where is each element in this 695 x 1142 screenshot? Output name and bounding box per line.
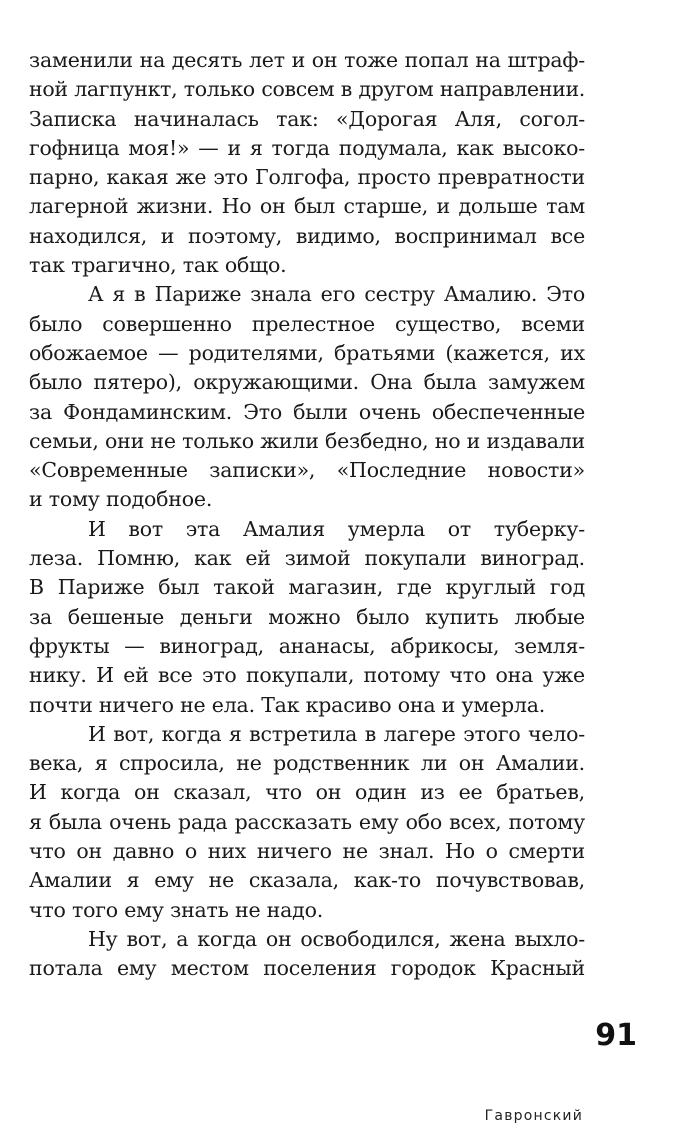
text-line: я была очень рада рассказать ему обо всех, потому bbox=[29, 809, 585, 834]
text-line: И вот, когда я встретила в лагере этого чело- bbox=[88, 721, 585, 746]
text-line: Ну вот, а когда он освободился, жена выхло- bbox=[88, 926, 585, 951]
paragraph bbox=[29, 280, 585, 514]
text-line: И когда он сказал, что он один из ее братьев, bbox=[29, 780, 585, 805]
running-footer: Гавронский bbox=[484, 1108, 583, 1124]
text-line: потала ему местом поселения городок Красный bbox=[29, 956, 585, 981]
paragraph bbox=[29, 720, 585, 925]
text-line: парно, какая же это Голгофа, просто превратности bbox=[29, 165, 585, 190]
text-line: века, я спросила, не родственник ли он Амалии. bbox=[29, 751, 585, 776]
text-line: Записка начиналась так: «Дорогая Аля, согол- bbox=[29, 106, 585, 131]
text-line: А я в Париже знала его сестру Амалию. Это bbox=[88, 282, 585, 307]
paragraph bbox=[29, 515, 585, 720]
text-line: «Современные записки», «Последние новости» bbox=[29, 458, 585, 483]
body-text bbox=[29, 46, 585, 984]
text-line: за Фондаминским. Это были очень обеспеченные bbox=[29, 399, 585, 424]
text-line: так трагично, так общо. bbox=[29, 253, 287, 278]
text-line: лагерной жизни. Но он был старше, и дольше там bbox=[29, 194, 585, 219]
text-line: гофница моя!» — и я тогда подумала, как высоко- bbox=[29, 135, 585, 160]
page-number: 91 bbox=[595, 1018, 637, 1053]
text-line: обожаемое — родителями, братьями (кажется, их bbox=[29, 340, 585, 365]
text-line: семьи, они не только жили безбедно, но и издавали bbox=[29, 428, 586, 453]
text-line: фрукты — виноград, ананасы, абрикосы, земля- bbox=[29, 633, 585, 658]
text-line: И вот эта Амалия умерла от туберку- bbox=[88, 516, 585, 541]
text-line: леза. Помню, как ей зимой покупали виноград. bbox=[29, 546, 585, 571]
text-line: ной лагпункт, только совсем в другом направлении. bbox=[29, 77, 585, 102]
text-line: что он давно о них ничего не знал. Но о смерти bbox=[29, 839, 585, 864]
text-line: заменили на десять лет и он тоже попал на штраф- bbox=[29, 48, 585, 72]
text-line: было пятеро), окружающими. Она была замужем bbox=[29, 370, 585, 395]
text-line: почти ничего не ела. Так красиво она и умерла. bbox=[29, 692, 546, 717]
text-line: что того ему знать не надо. bbox=[29, 897, 324, 922]
text-line: находился, и поэтому, видимо, воспринимал все bbox=[29, 223, 585, 248]
paragraph bbox=[29, 925, 585, 984]
text-line: за бешеные деньги можно было купить любые bbox=[29, 604, 585, 629]
text-line: и тому подобное. bbox=[29, 487, 213, 512]
text-line: Амалии я ему не сказала, как-то почувствовав, bbox=[29, 868, 585, 893]
text-line: нику. И ей все это покупали, потому что она уже bbox=[29, 663, 585, 688]
paragraph bbox=[29, 46, 585, 280]
text-line: В Париже был такой магазин, где круглый год bbox=[29, 575, 585, 600]
text-line: было совершенно прелестное существо, всеми bbox=[29, 311, 585, 336]
